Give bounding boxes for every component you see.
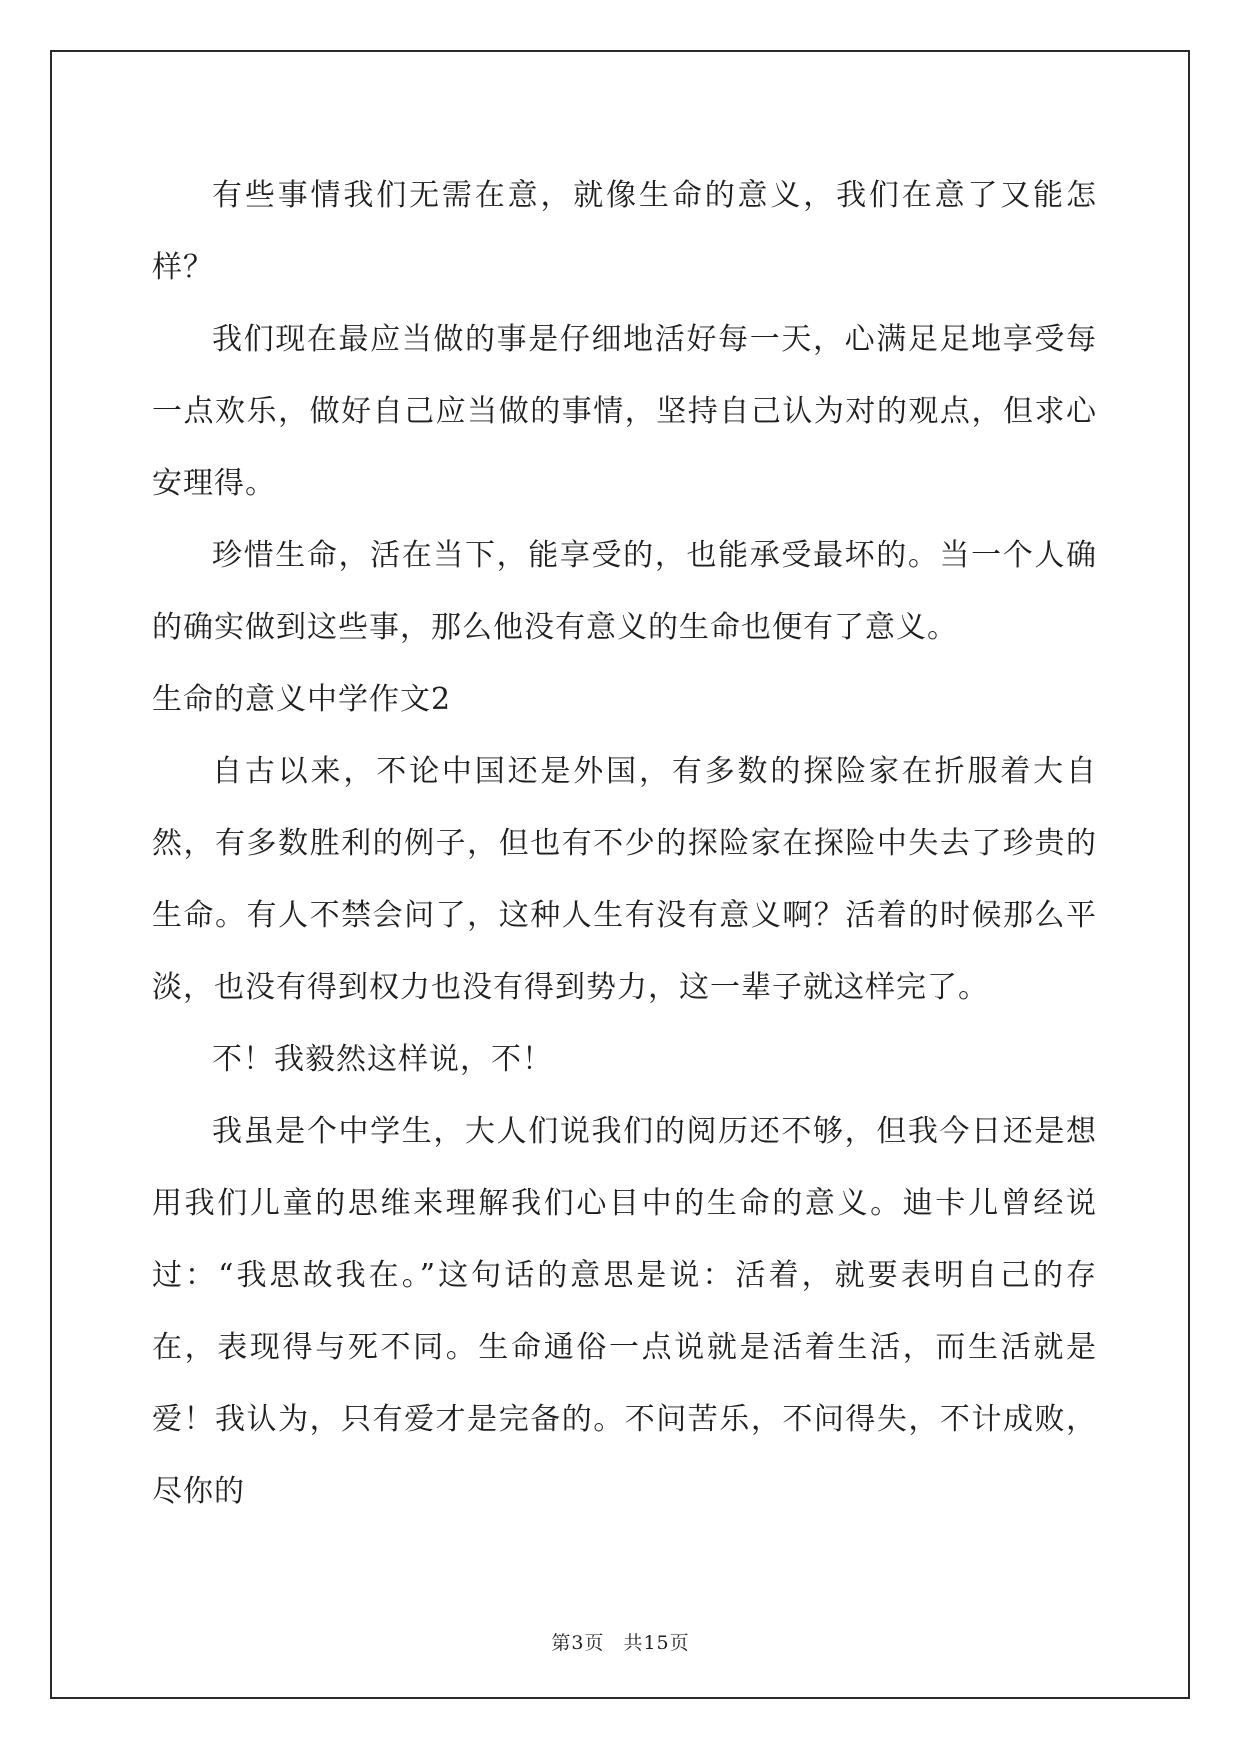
paragraph: 自古以来，不论中国还是外国，有多数的探险家在折服着大自然，有多数胜利的例子，但也有不少的探险家在探险中失去了珍贵的生命。有人不禁会问了，这种人生有没有意义啊？活着的时候那么平淡，也没有得到权力也没有得到势力，这一辈子就这样完了。 [152,754,1097,1005]
section-heading: 生命的意义中学作文2 [152,682,452,717]
paragraph: 有些事情我们无需在意，就像生命的意义，我们在意了又能怎样？ [152,178,1097,285]
page-number: 第3页 [551,1632,605,1654]
paragraph: 珍惜生命，活在当下，能享受的，也能承受最坏的。当一个人确的确实做到这些事，那么他没有意义的生命也便有了意义。 [152,538,1097,645]
page-footer [0,1628,1241,1655]
paragraph: 我虽是个中学生，大人们说我们的阅历还不够，但我今日还是想用我们儿童的思维来理解我们心目中的生命的意义。迪卡儿曾经说过：“我思故我在。”这句话的意思是说：活着，就要表明自己的存在，表现得与死不同。生命通俗一点说就是活着生活，而生活就是爱！我认为，只有爱才是完备的。不问苦乐，不问得失，不计成败，尽你的 [152,1114,1097,1509]
document-body [152,160,1097,1528]
paragraph: 不！我毅然这样说，不！ [212,1042,553,1077]
page-total: 共15页 [623,1632,690,1654]
paragraph: 我们现在最应当做的事是仔细地活好每一天，心满足足地享受每一点欢乐，做好自己应当做的事情，坚持自己认为对的观点，但求心安理得。 [152,322,1097,501]
